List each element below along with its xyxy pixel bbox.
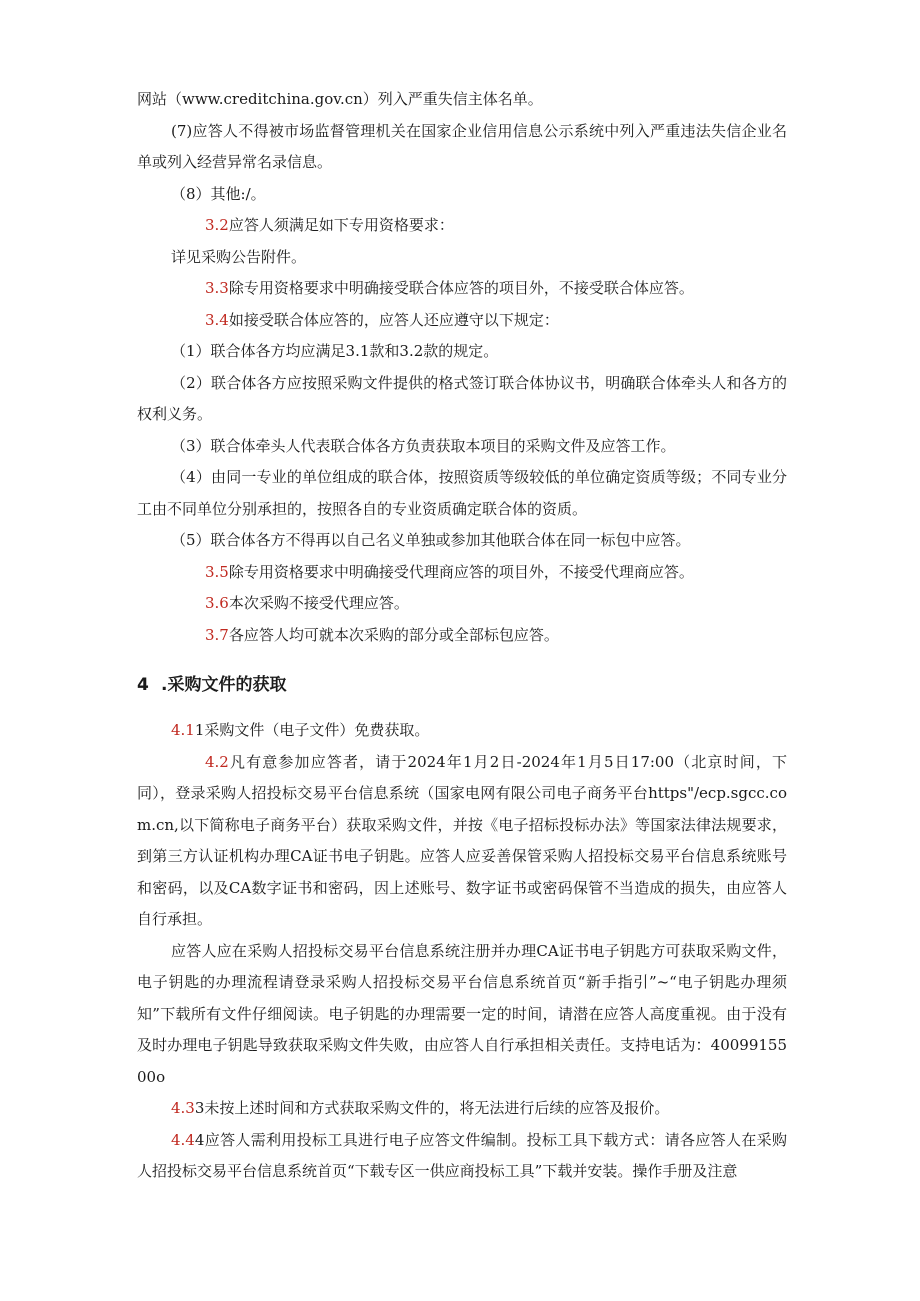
clause-number: 3.4 xyxy=(205,310,229,329)
clause-4-1 xyxy=(137,715,787,747)
clause-3-2-detail: 详见采购公告附件。 xyxy=(171,247,307,266)
clause-number: 4.1 xyxy=(171,721,195,739)
clause-3-3 xyxy=(137,273,787,305)
heading-text: .采购文件的获取 xyxy=(161,675,287,695)
clause-number: 4.4 xyxy=(171,1130,195,1149)
clause-number: 3.7 xyxy=(205,625,229,644)
clause-text: 各应答人均可就本次采购的部分或全部标包应答。 xyxy=(228,625,559,644)
clause-4-4 xyxy=(137,1125,787,1188)
clause-text: 本次采购不接受代理应答。 xyxy=(228,594,409,612)
paragraph-item-8: （8）其他:/。 xyxy=(171,184,266,203)
list-item: （3）联合体牵头人代表联合体各方负责获取本项目的采购文件及应答工作。 xyxy=(171,436,676,455)
section-heading-4 xyxy=(137,665,787,705)
clause-number: 4.3 xyxy=(171,1099,195,1117)
clause-number: 3.5 xyxy=(205,562,229,581)
list-item: （5）联合体各方不得再以自己名义单独或参加其他联合体在同一标包中应答。 xyxy=(171,531,691,549)
paragraph-item-7: (7)应答人不得被市场监督管理机关在国家企业信用信息公示系统中列入严重违法失信企业名单或列入经营异常名录信息。 xyxy=(137,121,787,171)
clause-text: 3未按上述时间和方式获取采购文件的，将无法进行后续的应答及报价。 xyxy=(194,1099,670,1117)
clause-4-3 xyxy=(137,1093,787,1125)
clause-text: 1采购文件（电子文件）免费获取。 xyxy=(194,721,430,739)
clause-text: 除专用资格要求中明确接受代理商应答的项目外，不接受代理商应答。 xyxy=(228,562,694,581)
clause-4-2 xyxy=(137,747,787,936)
clause-text: 应答人须满足如下专用资格要求： xyxy=(228,216,454,234)
clause-number: 4.2 xyxy=(205,752,229,771)
list-item: （4）由同一专业的单位组成的联合体，按照资质等级较低的单位确定资质等级；不同专业分工由不同单位分别承担的，按照各自的专业资质确定联合体的资质。 xyxy=(137,468,787,518)
clause-3-6 xyxy=(137,588,787,620)
paragraph-credit-list: 网站（www.creditchina.gov.cn）列入严重失信主体名单。 xyxy=(137,90,543,108)
clause-3-2 xyxy=(137,210,787,242)
list-item: （1）联合体各方均应满足3.1款和3.2款的规定。 xyxy=(171,342,499,360)
clause-text: 4应答人需利用投标工具进行电子应答文件编制。投标工具下载方式：请各应答人在采购人招投标交易平台信息系统首页“下载专区一供应商投标工具”下载并安装。操作手册及注意 xyxy=(137,1130,787,1180)
clause-3-4 xyxy=(137,305,787,337)
clause-3-5 xyxy=(137,557,787,589)
clause-text: 除专用资格要求中明确接受联合体应答的项目外，不接受联合体应答。 xyxy=(228,279,694,297)
clause-text: 如接受联合体应答的，应答人还应遵守以下规定： xyxy=(228,310,559,329)
list-item: （2）联合体各方应按照采购文件提供的格式签订联合体协议书，明确联合体牵头人和各方的权利义务。 xyxy=(137,373,787,423)
clause-number: 3.2 xyxy=(205,216,229,234)
clause-number: 3.6 xyxy=(205,594,229,612)
clause-number: 3.3 xyxy=(205,279,229,297)
heading-number: 4 xyxy=(137,675,149,695)
clause-4-2-paragraph-2: 应答人应在采购人招投标交易平台信息系统注册并办理CA证书电子钥匙方可获取采购文件，电子钥匙的办理流程请登录采购人招投标交易平台信息系统首页“新手指引”~“电子钥匙办理须知”下载所有文件仔细阅读。电子钥匙的办理需要一定的时间，请潜在应答人高度重视。由于没有及时办理电子钥匙导致获取采购文件失败，由应答人自行承担相关责任。支持电话为：4009915500o xyxy=(137,941,787,1086)
clause-3-7 xyxy=(137,620,787,652)
document-page xyxy=(137,84,787,1188)
clause-text: 凡有意参加应答者，请于2024年1月2日-2024年1月5日17:00（北京时间，下同），登录采购人招投标交易平台信息系统（国家电网有限公司电子商务平台https"/ecp.sgcc.com.cn,以下简称电子商务平台）获取采购文件，并按《电子招标投标办法》等国家法律法规要求，到第三方认证机构办理CA证书电子钥匙。应答人应妥善保管采购人招投标交易平台信息系统账号和密码，以及CA数字证书和密码，因上述账号、数字证书或密码保管不当造成的损失，由应答人自行承担。 xyxy=(137,752,787,928)
